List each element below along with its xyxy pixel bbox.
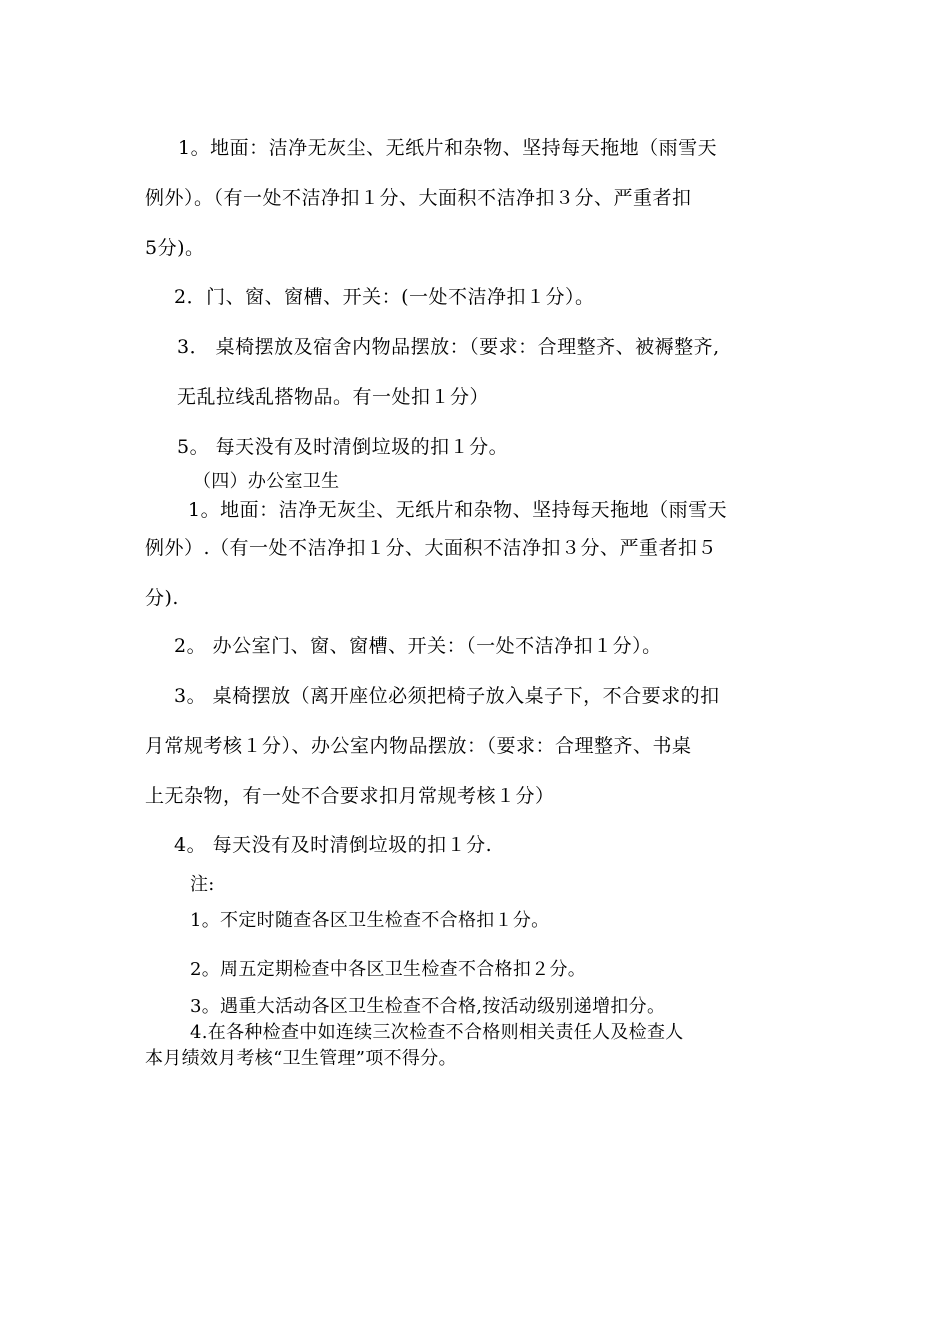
paragraph-line: 3。 桌椅摆放（离开座位必须把椅子放入桌子下，不合要求的扣 [174, 685, 720, 707]
paragraph-line: 4。 每天没有及时清倒垃圾的扣１分. [174, 834, 493, 856]
note-item: 1。不定时随查各区卫生检查不合格扣１分。 [190, 910, 550, 931]
note-item-continuation: 本月绩效月考核“卫生管理”项不得分。 [145, 1048, 457, 1069]
paragraph-line: 月常规考核１分）、办公室内物品摆放：（要求：合理整齐、书桌 [145, 735, 692, 757]
paragraph-line: 上无杂物，有一处不合要求扣月常规考核１分） [145, 785, 555, 807]
paragraph-line: 2．门、窗、窗槽、开关：(一处不洁净扣１分）。 [174, 286, 595, 308]
paragraph-line: 例外）。（有一处不洁净扣１分、大面积不洁净扣３分、严重者扣 [145, 187, 692, 209]
paragraph-line: 3． 桌椅摆放及宿舍内物品摆放：（要求：合理整齐、被褥整齐, [177, 336, 720, 358]
paragraph-line: 2。 办公室门、窗、窗槽、开关：（一处不洁净扣１分）。 [174, 635, 662, 657]
paragraph-line: 1。地面：洁净无灰尘、无纸片和杂物、坚持每天拖地（雨雪天 [188, 499, 728, 521]
paragraph-line: 无乱拉线乱搭物品。有一处扣１分） [177, 386, 490, 408]
paragraph-line: 5。 每天没有及时清倒垃圾的扣１分。 [177, 436, 509, 458]
paragraph-line: 1。地面：洁净无灰尘、无纸片和杂物、坚持每天拖地（雨雪天 [178, 137, 718, 159]
note-item: 2。周五定期检查中各区卫生检查不合格扣２分。 [190, 959, 587, 980]
note-item: 3。遇重大活动各区卫生检查不合格,按活动级别递增扣分。 [190, 996, 666, 1017]
note-item: 4.在各种检查中如连续三次检查不合格则相关责任人及检查人 [190, 1022, 684, 1043]
paragraph-line: 分). [145, 587, 179, 609]
paragraph-line: 例外）.（有一处不洁净扣１分、大面积不洁净扣３分、严重者扣５ [145, 537, 718, 559]
note-label: 注: [190, 874, 215, 895]
paragraph-line: 5分)。 [145, 237, 205, 259]
section-heading: （四）办公室卫生 [193, 471, 340, 492]
